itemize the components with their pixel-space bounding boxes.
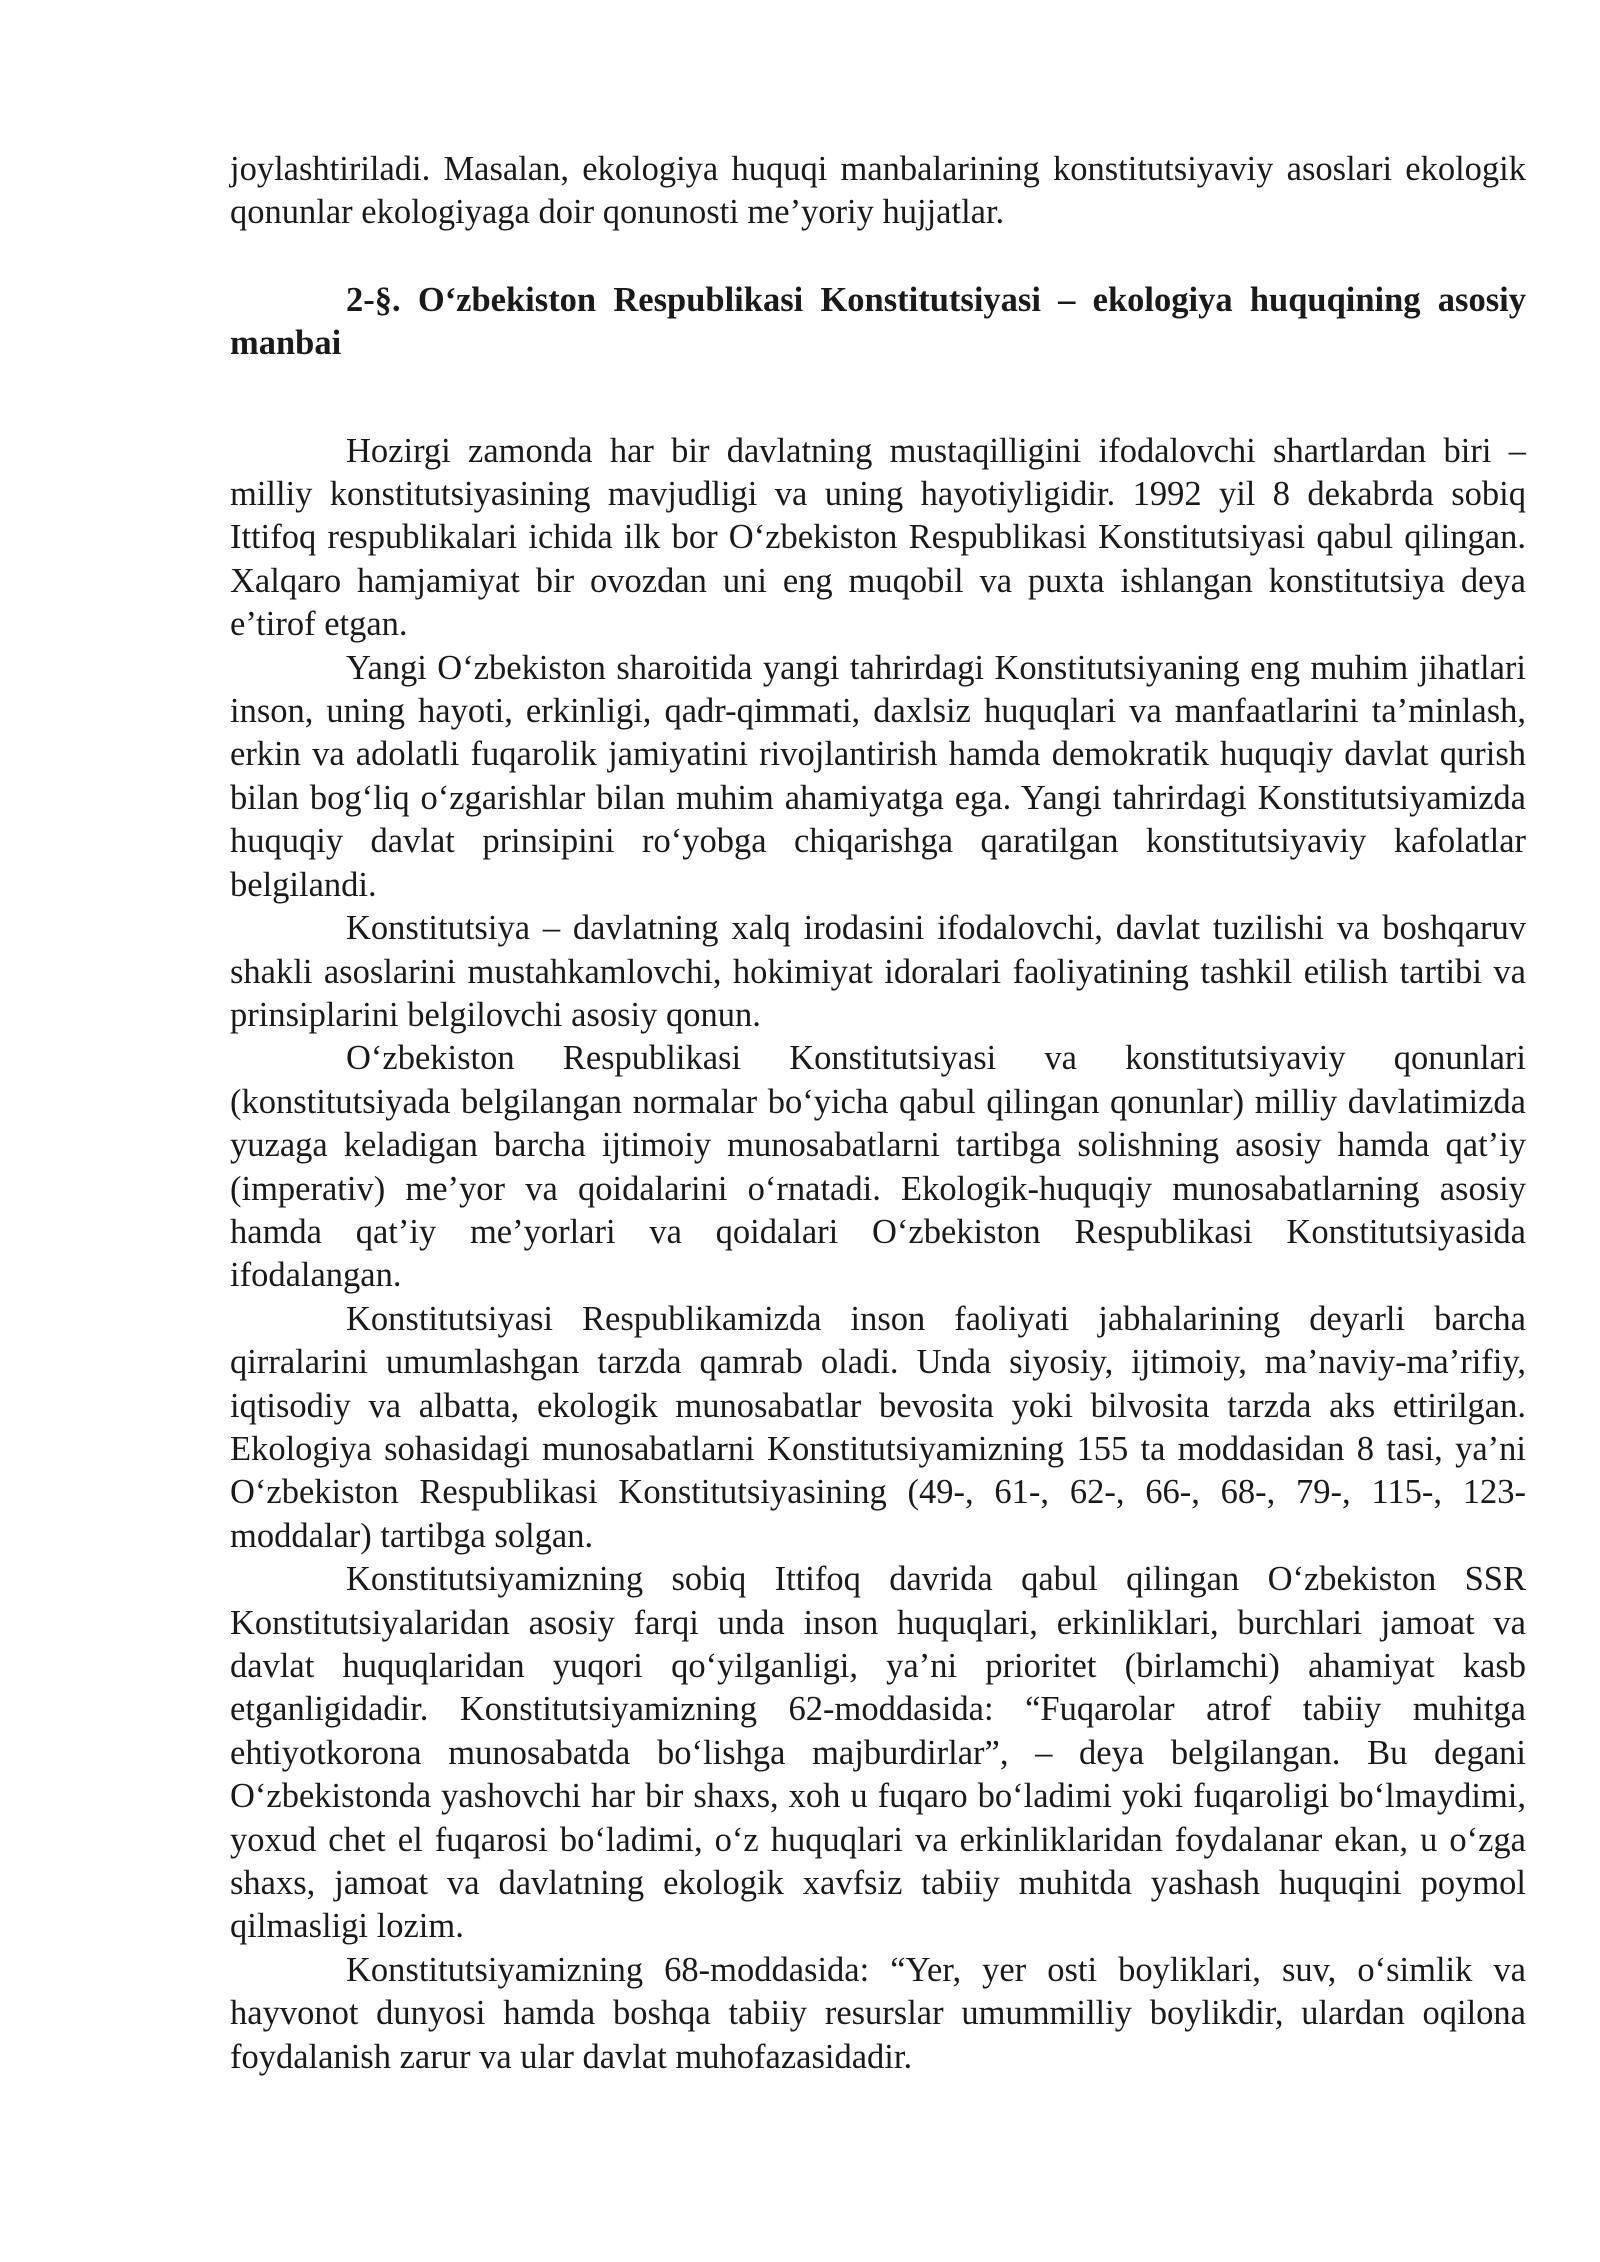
body-paragraph: Yangi O‘zbekiston sharoitida yangi tahrirdagi Konstitutsiyaning eng muhim jihatlari inson, uning hayoti, erkinligi, qadr-qimmati, daxlsiz huquqlari va manfaatlarini ta’minlash, erkin va adolatli fuqarolik jamiyatini rivojlantirish hamda demokratik huquqiy davlat qurish bilan bog‘liq o‘zgarishlar bilan muhim ahamiyatga ega. Yangi tahrirdagi Konstitutsiyamizda huquqiy davlat prinsipini ro‘yobga chiqarishga qaratilgan konstitutsiyaviy kafolatlar belgilandi. (230, 648, 1526, 904)
body-paragraph: Konstitutsiyasi Respublikamizda inson faoliyati jabhalarining deyarli barcha qirralarini umumlashgan tarzda qamrab oladi. Unda siyosiy, ijtimoiy, ma’naviy-ma’rifiy, iqtisodiy va albatta, ekologik munosabatlar bevosita yoki bilvosita tarzda aks ettirilgan. Ekologiya sohasidagi munosabatlarni Konstitutsiyamizning 155 ta moddasidan 8 tasi, ya’ni O‘zbekiston Respublikasi Konstitutsiyasining (49-, 61-, 62-, 66-, 68-, 79-, 115-, 123-moddalar) tartibga solgan. (230, 1299, 1526, 1555)
section-heading: 2-§. O‘zbekiston Respublikasi Konstitutsiyasi – ekologiya huquqining asosiy manbai (230, 280, 1526, 363)
document-page (230, 148, 1526, 2079)
body-paragraph: O‘zbekiston Respublikasi Konstitutsiyasi va konstitutsiyaviy qonunlari (konstitutsiyada belgilangan normalar bo‘yicha qabul qilingan qonunlar) milliy davlatimizda yuzaga keladigan barcha ijtimoiy munosabatlarni tartibga solishning asosiy hamda qat’iy (imperativ) me’yor va qoidalarini o‘rnatadi. Ekologik-huquqiy munosabatlarning asosiy hamda qat’iy me’yorlari va qoidalari O‘zbekiston Respublikasi Konstitutsiyasida ifodalangan. (230, 1039, 1526, 1295)
opening-paragraph: joylashtiriladi. Masalan, ekologiya huquqi manbalarining konstitutsiyaviy asoslari ekologik qonunlar ekologiyaga doir qonunosti me’yoriy hujjatlar. (230, 150, 1526, 232)
body-paragraph: Hozirgi zamonda har bir davlatning mustaqilligini ifodalovchi shartlardan biri – milliy konstitutsiyasining mavjudligi va uning hayotiyligidir. 1992 yil 8 dekabrda sobiq Ittifoq respublikalari ichida ilk bor O‘zbekiston Respublikasi Konstitutsiyasi qabul qilingan. Xalqaro hamjamiyat bir ovozdan uni eng muqobil va puxta ishlangan konstitutsiya deya e’tirof etgan. (230, 431, 1526, 644)
body-paragraph: Konstitutsiyamizning sobiq Ittifoq davrida qabul qilingan O‘zbekiston SSR Konstitutsiyalaridan asosiy farqi unda inson huquqlari, erkinliklari, burchlari jamoat va davlat huquqlaridan yuqori qo‘yilganligi, ya’ni prioritet (birlamchi) ahamiyat kasb etganligidadir. Konstitutsiyamizning 62-moddasida: “Fuqarolar atrof tabiiy muhitga ehtiyotkorona munosabatda bo‘lishga majburdirlar”, – deya belgilangan. Bu degani O‘zbekistonda yashovchi har bir shaxs, xoh u fuqaro bo‘ladimi yoki fuqaroligi bo‘lmaydimi, yoxud chet el fuqarosi bo‘ladimi, o‘z huquqlari va erkinliklaridan foydalanar ekan, u o‘zga shaxs, jamoat va davlatning ekologik xavfsiz tabiiy muhitda yashash huquqini poymol qilmasligi lozim. (230, 1560, 1526, 1946)
body-paragraph: Konstitutsiyamizning 68-moddasida: “Yer, yer osti boyliklari, suv, o‘simlik va hayvonot dunyosi hamda boshqa tabiiy resurslar umummilliy boylikdir, ulardan oqilona foydalanish zarur va ular davlat muhofazasidadir. (230, 1950, 1526, 2076)
body-paragraph: Konstitutsiya – davlatning xalq irodasini ifodalovchi, davlat tuzilishi va boshqaruv shakli asoslarini mustahkamlovchi, hokimiyat idoralari faoliyatining tashkil etilish tartibi va prinsiplarini belgilovchi asosiy qonun. (230, 909, 1526, 1034)
